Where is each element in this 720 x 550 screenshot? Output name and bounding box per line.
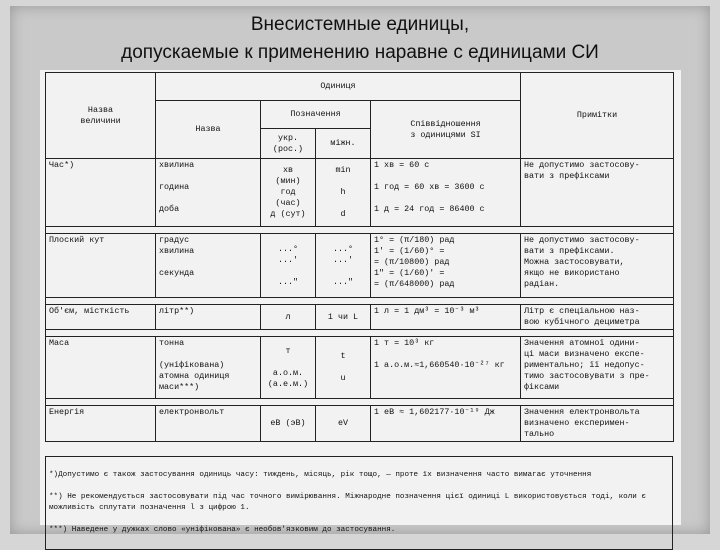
table-row [46,305,674,330]
header-notes: Примітки [521,73,674,159]
row-intl-symbol: eV [316,406,371,442]
row-unit-names: тонна (уніфікована) атомна одиниця маси***) [156,337,261,399]
row-unit-names: градус хвилина секунда [156,234,261,298]
row-quantity: Маса [46,337,156,399]
row-ukr-symbol: т а.о.м. (а.е.м.) [261,337,316,399]
row-quantity: Енергія [46,406,156,442]
row-relation: 1° = (π/180) рад 1' = (1/60)° = = (π/10800) рад 1" = (1/60)' = = (π/648000) рад [371,234,521,298]
row-unit-names: хвилина година доба [156,159,261,227]
slide-title-line-1: Внесистемные единицы, [250,14,470,35]
row-relation: 1 еВ ≈ 1,602177·10⁻¹⁹ Дж [371,406,521,442]
footnote: **) Не рекомендується застосовувати під час точного вимірювання. Міжнародне позначення цієї одиниці L використовується тоді, коли є можливість сплутати позначення l з цифрою 1. [49,493,646,512]
header-unit: Одиниця [156,73,521,101]
row-unit-names: електронвольт [156,406,261,442]
row-ukr-symbol: ...° ...' ..." [261,234,316,298]
row-intl-symbol: t u [316,337,371,399]
header-intl: міжн. [316,129,371,159]
row-ukr-symbol: еВ (эВ) [261,406,316,442]
row-ukr-symbol: хв (мин) год (час) д (сут) [261,159,316,227]
row-quantity: Плоский кут [46,234,156,298]
row-note: Не допустимо застосову- вати з префіксами. Можна застосовувати, якщо не використано радіан. [521,234,674,298]
row-note: Значення атомної одини- ці маси визначено експе- риментально; її недопус- тимо застосовувати з пре- фіксами [521,337,674,399]
table-row [46,337,674,399]
row-note: Значення електронвольта визначено експеримен- тально [521,406,674,442]
header-ukr: укр. (рос.) [261,129,316,159]
header-designation: Позначення [261,101,371,129]
units-table [45,72,674,442]
header-quantity-name: Назва величини [46,73,156,159]
row-quantity: Час*) [46,159,156,227]
row-intl-symbol: ...° ...' ..." [316,234,371,298]
footnote: ***) Наведене у дужках слово «уніфікована» є необов'язковим до застосування. [49,526,396,534]
row-relation: 1 хв = 60 с 1 год = 60 хв = 3600 с 1 д = 24 год = 86400 с [371,159,521,227]
row-ukr-symbol: л [261,305,316,330]
scanned-table-sheet [40,70,681,534]
row-intl-symbol: 1 чи L [316,305,371,330]
table-row [46,406,674,442]
slide-title-line-2: допускаемые к применению наравне с единицами СИ [121,42,599,63]
row-quantity: Об'єм, місткість [46,305,156,330]
row-intl-symbol: min h d [316,159,371,227]
row-note: Не допустимо застосову- вати з префіксами [521,159,674,227]
header-relation: Співвідношення з одиницями SI [371,101,521,159]
table-row [46,234,674,298]
row-note: Літр є спеціальною наз- вою кубічного дециметра [521,305,674,330]
header-name: Назва [156,101,261,159]
row-relation: 1 т = 10³ кг 1 а.о.м.≈1,660540·10⁻²⁷ кг [371,337,521,399]
footnote: *)Допустимо є також застосування одиниць часу: тиждень, місяць, рік тощо, — проте їх визначення часто вимагає уточнення [49,471,592,479]
row-relation: 1 л = 1 дм³ = 10⁻³ м³ [371,305,521,330]
row-unit-names: літр**) [156,305,261,330]
footnotes-box [45,456,673,550]
table-row [46,159,674,227]
